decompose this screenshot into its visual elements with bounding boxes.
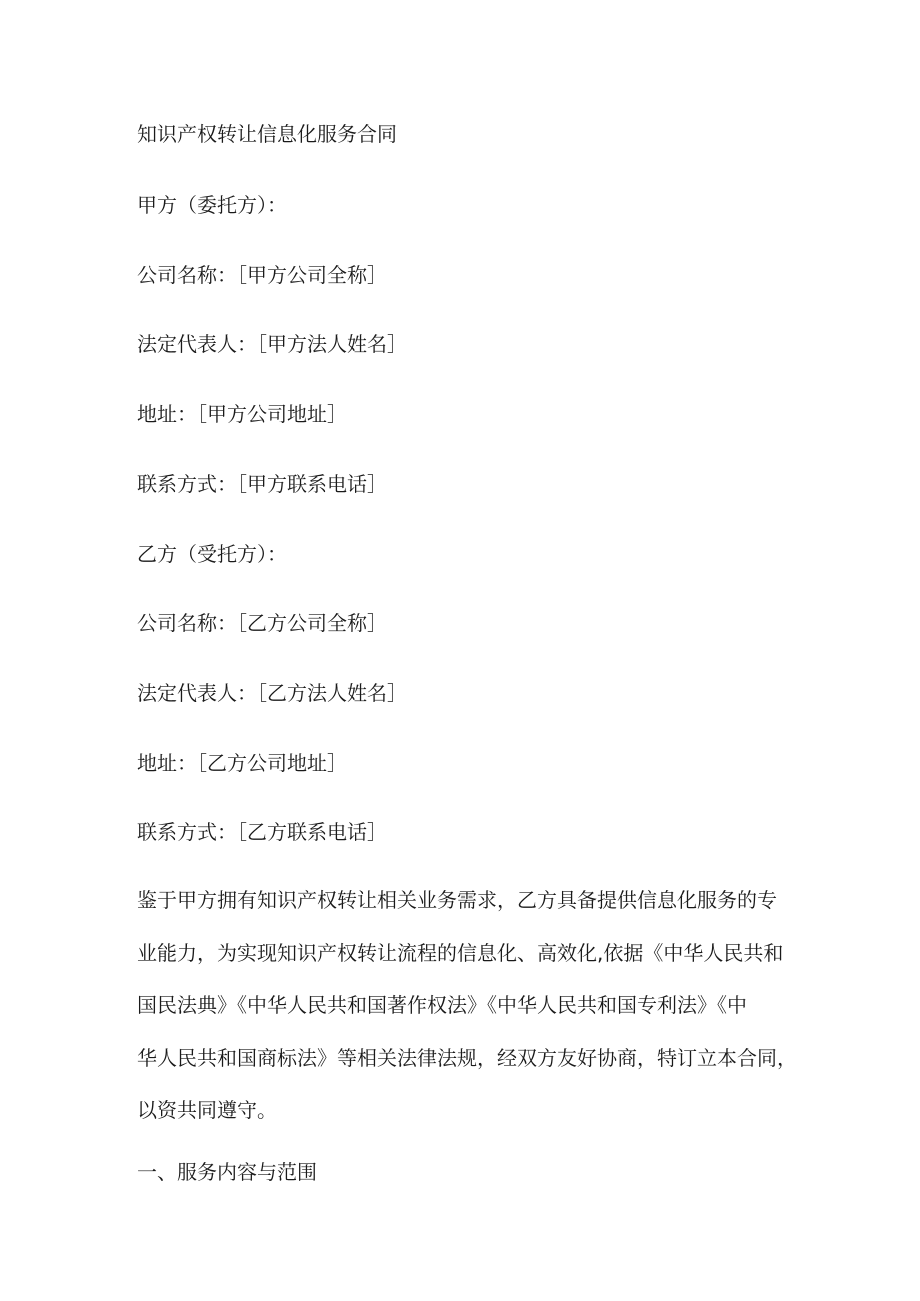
- party-a-address: 地址：［甲方公司地址］: [137, 402, 347, 426]
- party-a-representative: 法定代表人：［甲方法人姓名］: [137, 332, 407, 356]
- contract-title: 知识产权转让信息化服务合同: [137, 122, 397, 146]
- party-b-company: 公司名称：［乙方公司全称］: [137, 611, 387, 635]
- party-b-contact: 联系方式：［乙方联系电话］: [137, 820, 387, 844]
- preamble-line: 国民法典》《中华人民共和国著作权法》《中华人民共和国专利法》《中: [137, 993, 747, 1018]
- section-heading: 一、服务内容与范围: [137, 1160, 317, 1184]
- preamble-line: 华人民共和国商标法》等相关法律法规，经双方友好协商，特订立本合同，: [137, 1045, 797, 1070]
- preamble-line: 鉴于甲方拥有知识产权转让相关业务需求，乙方具备提供信息化服务的专: [137, 888, 777, 912]
- preamble-line: 业能力，为实现知识产权转让流程的信息化、高效化,依据《中华人民共和: [137, 940, 784, 965]
- party-a-company: 公司名称：［甲方公司全称］: [137, 263, 387, 287]
- party-b-heading: 乙方（受托方）：: [137, 542, 287, 566]
- party-b-address: 地址：［乙方公司地址］: [137, 751, 347, 775]
- preamble-line: 以资共同遵守。: [137, 1098, 277, 1123]
- party-a-heading: 甲方（委托方）：: [137, 193, 287, 217]
- preamble-paragraph: [137, 888, 797, 1151]
- party-b-representative: 法定代表人：［乙方法人姓名］: [137, 681, 407, 705]
- party-a-contact: 联系方式：［甲方联系电话］: [137, 472, 387, 496]
